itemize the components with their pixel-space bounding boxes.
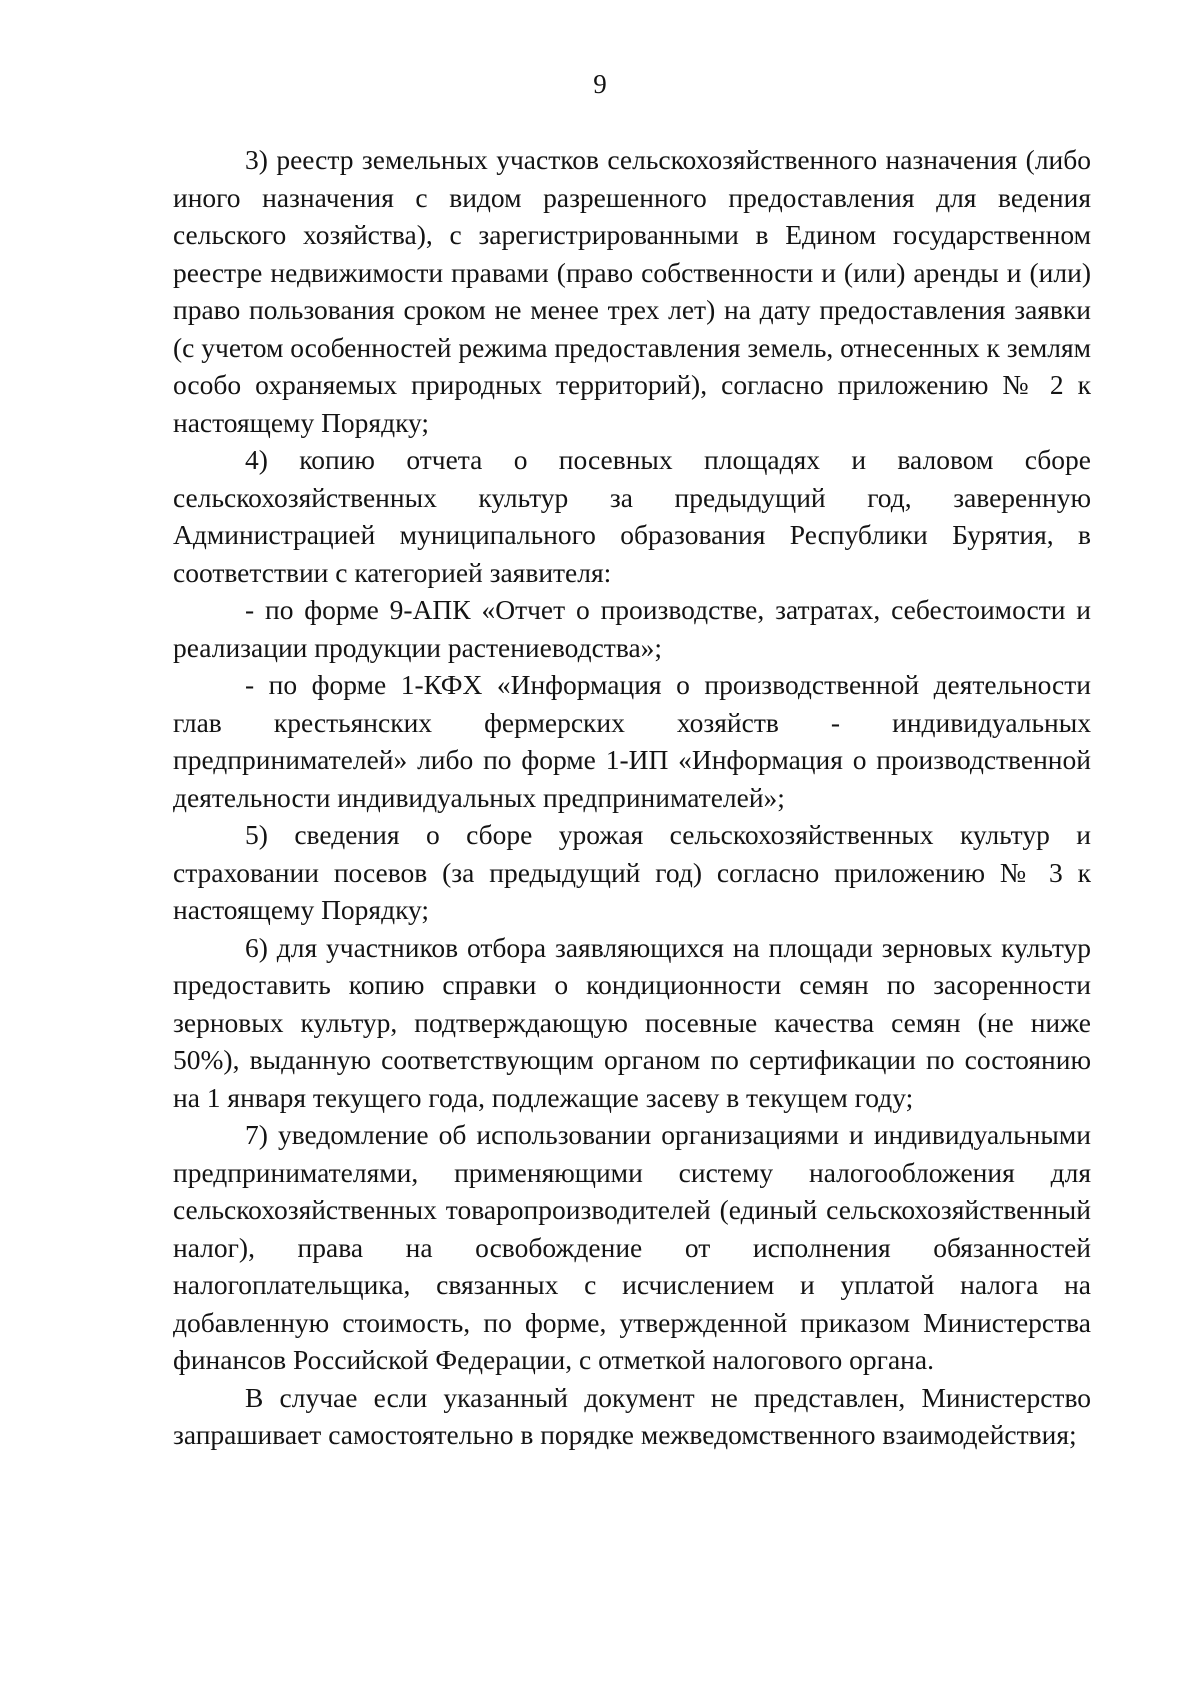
- document-body: [173, 141, 1091, 1454]
- paragraph-item-6: 6) для участников отбора заявляющихся на площади зерновых культур предоставить копию справки о кондиционности семян по засоренности зерновых культур, подтверждающую посевные качества семян (не ниже 50%), выданную соответствующим органом по сертификации по состоянию на 1 января текущего года, подлежащие засеву в текущем году;: [173, 931, 1091, 1113]
- paragraph-closing: В случае если указанный документ не представлен, Министерство запрашивает самостоятельно в порядке межведомственного взаимодействия;: [173, 1381, 1091, 1450]
- paragraph-item-7: 7) уведомление об использовании организациями и индивидуальными предпринимателями, применяющими систему налогообложения для сельскохозяйственных товаропроизводителей (единый сельскохозяйственный налог), права на освобождение от исполнения обязанностей налогоплательщика, связанных с исчислением и уплатой налога на добавленную стоимость, по форме, утвержденной приказом Министерства финансов Российской Федерации, с отметкой налогового органа.: [173, 1119, 1091, 1375]
- paragraph-item-5: 5) сведения о сборе урожая сельскохозяйственных культур и страховании посевов (за предыдущий год) согласно приложению № 3 к настоящему Порядку;: [173, 819, 1091, 925]
- paragraph-item-4: 4) копию отчета о посевных площадях и валовом сборе сельскохозяйственных культур за предыдущий год, заверенную Администрацией муниципального образования Республики Бурятия, в соответствии с категорией заявителя:: [173, 444, 1091, 588]
- paragraph-form-9-apk: - по форме 9-АПК «Отчет о производстве, затратах, себестоимости и реализации продукции растениеводства»;: [173, 594, 1091, 663]
- page-number: 9: [593, 69, 607, 99]
- paragraph-form-1-kfh: - по форме 1-КФХ «Информация о производственной деятельности глав крестьянских фермерских хозяйств - индивидуальных предпринимателей» либо по форме 1-ИП «Информация о производственной деятельности индивидуальных предпринимателей»;: [173, 669, 1091, 813]
- paragraph-item-3: 3) реестр земельных участков сельскохозяйственного назначения (либо иного назначения с видом разрешенного предоставления для ведения сельского хозяйства), с зарегистрированными в Едином государственном реестре недвижимости правами (право собственности и (или) аренды и (или) право пользования сроком не менее трех лет) на дату предоставления заявки (с учетом особенностей режима предоставления земель, отнесенных к землям особо охраняемых природных территорий), согласно приложению № 2 к настоящему Порядку;: [173, 144, 1091, 438]
